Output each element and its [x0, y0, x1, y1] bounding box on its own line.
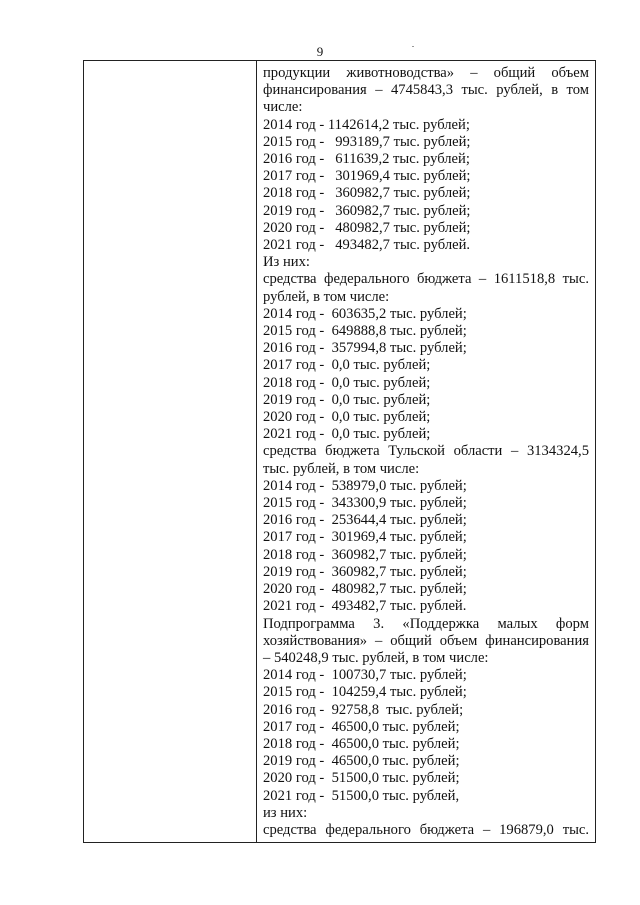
text-line: 2020 год - 480982,7 тыс. рублей;: [263, 581, 467, 598]
text-line: 2020 год - 0,0 тыс. рублей;: [263, 409, 431, 426]
text-line: хозяйствования» – общий объем финансирования: [263, 632, 589, 649]
text-line: 2016 год - 357994,8 тыс. рублей;: [263, 340, 467, 357]
text-line: Подпрограмма 3. «Поддержка малых форм: [263, 615, 589, 632]
text-line: Из них:: [263, 254, 310, 271]
page-number: 9: [316, 44, 324, 59]
text-line: числе:: [263, 99, 303, 116]
text-line: 2021 год - 493482,7 тыс. рублей.: [263, 237, 471, 254]
text-line: рублей, в том числе:: [263, 288, 390, 305]
text-line: 2019 год - 0,0 тыс. рублей;: [263, 391, 431, 408]
text-line: – 540248,9 тыс. рублей, в том числе:: [263, 649, 489, 666]
text-line: 2016 год - 253644,4 тыс. рублей;: [263, 512, 467, 529]
text-line: 2019 год - 360982,7 тыс. рублей;: [263, 202, 471, 219]
table-right-cell: [258, 61, 595, 842]
text-line: продукции животноводства» – общий объем: [263, 65, 589, 81]
text-line: финансирования – 4745843,3 тыс. рублей, в том: [263, 82, 589, 99]
text-line: 2017 год - 0,0 тыс. рублей;: [263, 357, 431, 374]
text-line: 2020 год - 51500,0 тыс. рублей;: [263, 770, 460, 787]
text-line: 2015 год - 104259,4 тыс. рублей;: [263, 684, 467, 701]
text-line: 2014 год - 100730,7 тыс. рублей;: [263, 667, 467, 684]
text-line: 2014 год - 1142614,2 тыс. рублей;: [263, 116, 470, 133]
text-line: 2016 год - 611639,2 тыс. рублей;: [263, 151, 470, 168]
document-table: [83, 60, 596, 843]
text-line: 2017 год - 301969,4 тыс. рублей;: [263, 168, 471, 185]
text-line: средства бюджета Тульской области – 3134324,5: [263, 443, 589, 460]
text-line: 2018 год - 360982,7 тыс. рублей;: [263, 546, 467, 563]
text-line: 2015 год - 343300,9 тыс. рублей;: [263, 495, 467, 512]
text-line: 2016 год - 92758,8 тыс. рублей;: [263, 701, 464, 718]
text-line: 2017 год - 46500,0 тыс. рублей;: [263, 718, 460, 735]
text-line: 2019 год - 46500,0 тыс. рублей;: [263, 753, 460, 770]
text-line: 2014 год - 603635,2 тыс. рублей;: [263, 305, 467, 322]
text-line: 2015 год - 993189,7 тыс. рублей;: [263, 133, 471, 150]
text-line: 2018 год - 46500,0 тыс. рублей;: [263, 735, 460, 752]
text-line: 2019 год - 360982,7 тыс. рублей;: [263, 563, 467, 580]
text-line: 2014 год - 538979,0 тыс. рублей;: [263, 477, 467, 494]
table-left-cell: [84, 61, 257, 842]
text-line: 2018 год - 0,0 тыс. рублей;: [263, 374, 431, 391]
text-line: 2021 год - 493482,7 тыс. рублей.: [263, 598, 467, 615]
scan-speck: [412, 46, 414, 47]
text-line: 2021 год - 0,0 тыс. рублей;: [263, 426, 431, 443]
text-line: 2017 год - 301969,4 тыс. рублей;: [263, 529, 467, 546]
text-line: 2018 год - 360982,7 тыс. рублей;: [263, 185, 471, 202]
text-line: средства федерального бюджета – 1611518,8 тыс.: [263, 271, 589, 288]
text-line: средства федерального бюджета – 196879,0 тыс.: [263, 821, 589, 838]
text-line: тыс. рублей, в том числе:: [263, 460, 420, 477]
text-line: 2015 год - 649888,8 тыс. рублей;: [263, 323, 467, 340]
text-line: 2021 год - 51500,0 тыс. рублей,: [263, 787, 460, 804]
text-line: из них:: [263, 804, 308, 821]
text-line: 2020 год - 480982,7 тыс. рублей;: [263, 219, 471, 236]
